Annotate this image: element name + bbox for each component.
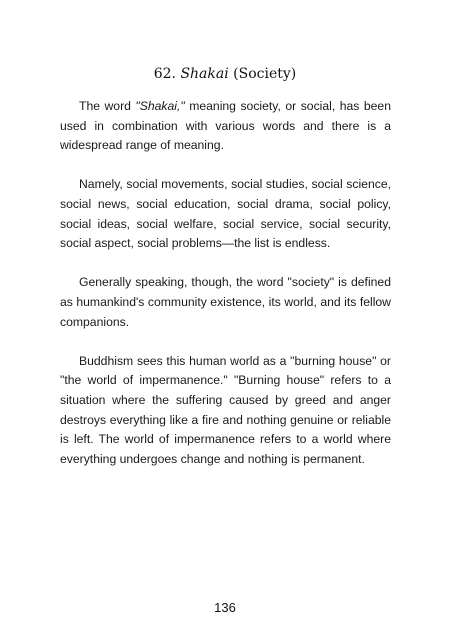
- paragraph-4: Buddhism sees this human world as a "burning house" or "the world of impermanence." "Burning house" refers to a situation where the suffering caused by greed and anger destroys everything like a fire and nothing genuine or reliable is left. The world of impermanence refers to a world where everything undergoes change and nothing is permanent.: [60, 353, 391, 466]
- paragraph-2: Namely, social movements, social studies, social science, social news, social education, social drama, social policy, social ideas, social welfare, social service, social security, social aspect, social problems—the list is endless.: [60, 177, 391, 251]
- paragraph-1-prefix: The word: [79, 99, 136, 113]
- page-title: [0, 64, 450, 84]
- paragraph-1-rest: meaning society, or social, has been used in combination with various words and there is a widespread range of meaning.: [60, 99, 391, 153]
- paragraph-1: [60, 97, 391, 156]
- title-term: Shakai: [180, 66, 229, 82]
- title-number: 62.: [153, 66, 176, 82]
- title-gloss: (Society): [233, 66, 297, 82]
- page-number: 136: [214, 600, 236, 615]
- paragraph-1-quote: "Shakai,": [135, 99, 185, 113]
- body-text: [60, 97, 391, 489]
- paragraph-3: Generally speaking, though, the word "society" is defined as humankind's community existence, its world, and its fellow companions.: [60, 275, 391, 329]
